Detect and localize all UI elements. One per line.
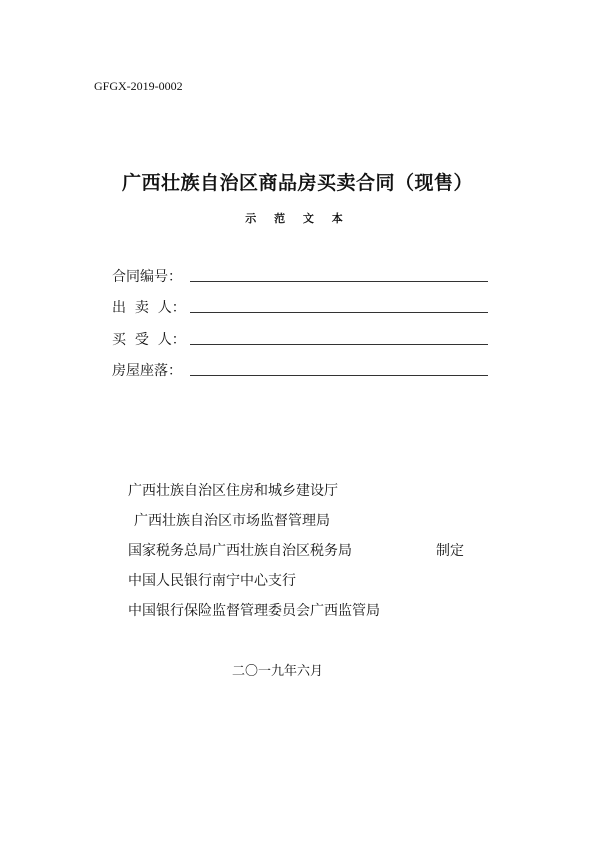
issuer-housing-department: 广西壮族自治区住房和城乡建设厅: [128, 483, 338, 499]
contract-number-field[interactable]: [112, 266, 492, 286]
document-title: 广西壮族自治区商品房买卖合同（现售）: [121, 172, 473, 194]
issue-date: 二〇一九年六月: [232, 664, 324, 679]
issuer-tax-bureau: 国家税务总局广西壮族自治区税务局: [128, 543, 352, 559]
property-location-label: 房屋座落：: [112, 363, 182, 379]
issuer-peoples-bank: 中国人民银行南宁中心支行: [128, 573, 296, 589]
buyer-line: [190, 344, 488, 345]
buyer-field[interactable]: [112, 329, 492, 349]
seller-label: 出 卖 人：: [112, 300, 186, 316]
issuer-banking-insurance-regulator: 中国银行保险监督管理委员会广西监管局: [128, 603, 380, 619]
contract-number-label: 合同编号：: [112, 269, 182, 285]
document-subtitle: 示 范 文 本: [245, 212, 350, 225]
issuer-market-regulation: 广西壮族自治区市场监督管理局: [134, 513, 330, 529]
property-location-line: [190, 375, 488, 376]
document-code: GFGX-2019-0002: [94, 79, 183, 93]
seller-line: [190, 312, 488, 313]
buyer-label: 买 受 人：: [112, 332, 186, 348]
contract-number-line: [190, 281, 488, 282]
property-location-field[interactable]: [112, 360, 492, 380]
seller-field[interactable]: [112, 297, 492, 317]
made-by-label: 制定: [436, 543, 464, 559]
